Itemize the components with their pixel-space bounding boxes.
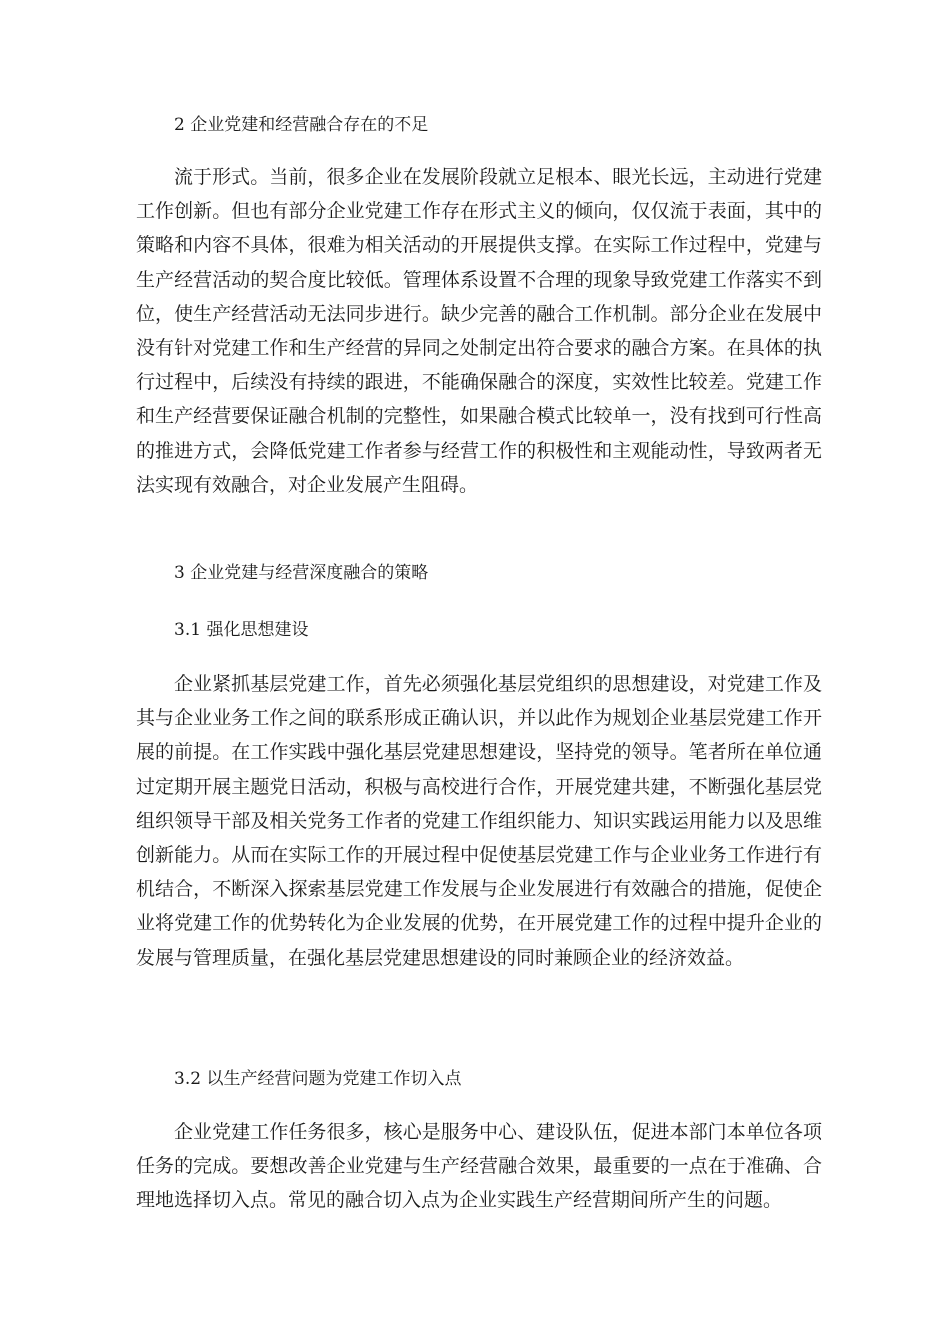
section-heading-3-1: 3.1 强化思想建设	[174, 620, 309, 640]
section-heading-3: 3 企业党建与经营深度融合的策略	[174, 563, 429, 583]
section-heading-2: 2 企业党建和经营融合存在的不足	[174, 115, 429, 135]
paragraph-section-2: 流于形式。当前，很多企业在发展阶段就立足根本、眼光长远，主动进行党建工作创新。但也有部分企业党建工作存在形式主义的倾向，仅仅流于表面，其中的策略和内容不具体，很难为相关活动的开展提供支撑。在实际工作过程中，党建与生产经营活动的契合度比较低。管理体系设置不合理的现象导致党建工作落实不到位，使生产经营活动无法同步进行。缺少完善的融合工作机制。部分企业在发展中没有针对党建工作和生产经营的异同之处制定出符合要求的融合方案。在具体的执行过程中，后续没有持续的跟进，不能确保融合的深度，实效性比较差。党建工作和生产经营要保证融合机制的完整性，如果融合模式比较单一，没有找到可行性高的推进方式，会降低党建工作者参与经营工作的积极性和主观能动性，导致两者无法实现有效融合，对企业发展产生阻碍。	[136, 166, 822, 496]
section-heading-3-2: 3.2 以生产经营问题为党建工作切入点	[174, 1069, 462, 1089]
paragraph-section-3-2: 企业党建工作任务很多，核心是服务中心、建设队伍，促进本部门本单位各项任务的完成。要想改善企业党建与生产经营融合效果，最重要的一点在于准确、合理地选择切入点。常见的融合切入点为企业实践生产经营期间所产生的问题。	[136, 1121, 822, 1212]
paragraph-section-3-1: 企业紧抓基层党建工作，首先必须强化基层党组织的思想建设，对党建工作及其与企业业务工作之间的联系形成正确认识，并以此作为规划企业基层党建工作开展的前提。在工作实践中强化基层党建思想建设，坚持党的领导。笔者所在单位通过定期开展主题党日活动，积极与高校进行合作，开展党建共建，不断强化基层党组织领导干部及相关党务工作者的党建工作组织能力、知识实践运用能力以及思维创新能力。从而在实际工作的开展过程中促使基层党建工作与企业业务工作进行有机结合，不断深入探索基层党建工作发展与企业发展进行有效融合的措施，促使企业将党建工作的优势转化为企业发展的优势，在开展党建工作的过程中提升企业的发展与管理质量，在强化基层党建思想建设的同时兼顾企业的经济效益。	[136, 673, 822, 969]
